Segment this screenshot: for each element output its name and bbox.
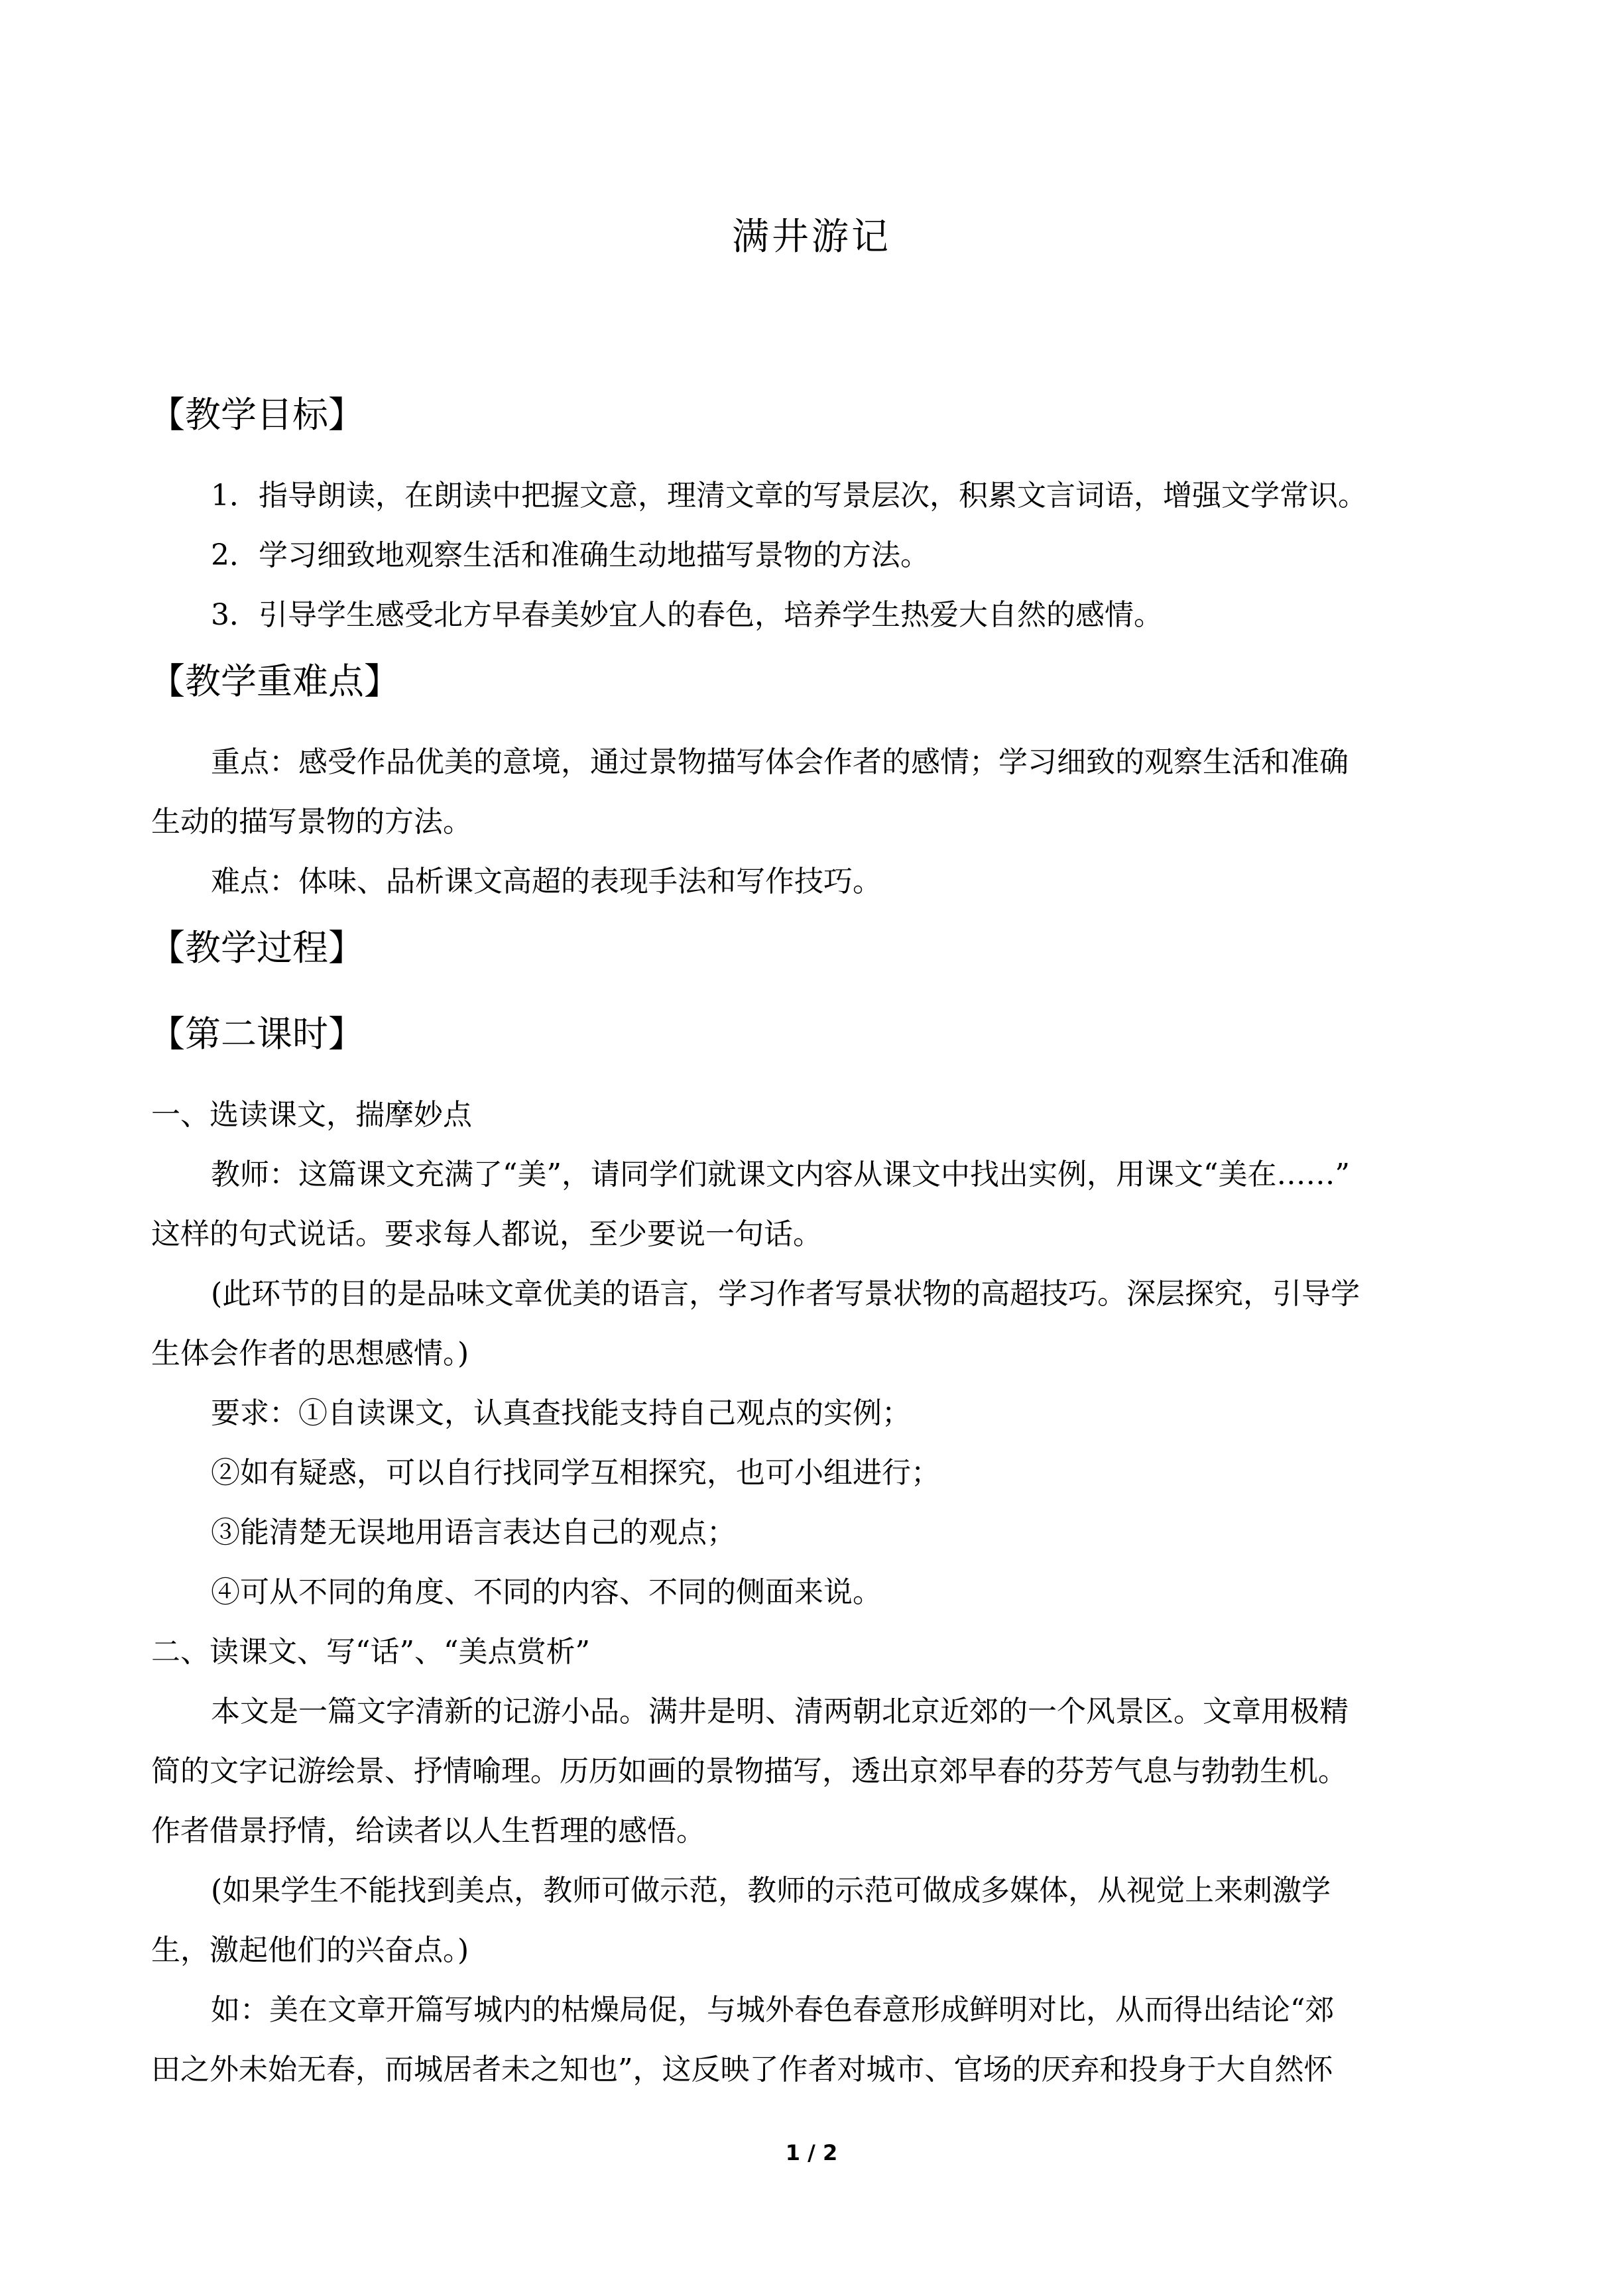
heading-key-points: 【教学重难点】: [149, 660, 400, 702]
key-focus-line-1: 重点：感受作品优美的意境，通过景物描写体会作者的感情；学习细致的观察生活和准确: [211, 745, 1349, 779]
section2-example-line-2: 田之外未始无春，而城居者未之知也”，这反映了作者对城市、官场的厌弃和投身于大自然怀: [151, 2053, 1333, 2086]
section2-heading: 二、读课文、写“话”、“美点赏析”: [151, 1635, 590, 1669]
section1-heading: 一、选读课文，揣摩妙点: [151, 1098, 472, 1132]
section2-para-line-3: 作者借景抒情，给读者以人生哲理的感悟。: [151, 1814, 705, 1848]
heading-second-lesson: 【第二课时】: [149, 1013, 364, 1055]
section1-requirement-4: ④可从不同的角度、不同的内容、不同的侧面来说。: [211, 1575, 882, 1609]
section2-note-line-2: 生，激起他们的兴奋点。): [151, 1933, 469, 1967]
key-focus-line-2: 生动的描写景物的方法。: [151, 805, 472, 839]
page-number: 1 / 2: [785, 2140, 838, 2165]
objective-3: 3．引导学生感受北方早春美妙宜人的春色，培养学生热爱大自然的感情。: [211, 598, 1163, 632]
key-difficulty: 难点：体味、品析课文高超的表现手法和写作技巧。: [211, 865, 882, 898]
section1-note-line-1: (此环节的目的是品味文章优美的语言，学习作者写景状物的高超技巧。深层探究，引导学: [211, 1277, 1360, 1311]
section2-note-line-1: (如果学生不能找到美点，教师可做示范，教师的示范可做成多媒体，从视觉上来刺激学: [211, 1874, 1331, 1907]
section1-teacher-line-1: 教师：这篇课文充满了“美”，请同学们就课文内容从课文中找出实例，用课文“美在……”: [211, 1158, 1350, 1191]
heading-objectives: 【教学目标】: [149, 394, 364, 436]
section1-teacher-line-2: 这样的句式说话。要求每人都说，至少要说一句话。: [151, 1217, 822, 1251]
objective-1: 1．指导朗读，在朗读中把握文意，理清文章的写景层次，积累文言词语，增强文学常识。: [211, 479, 1367, 513]
section1-requirement-3: ③能清楚无误地用语言表达自己的观点；: [211, 1516, 736, 1549]
section1-requirement-1: 要求：①自读课文，认真查找能支持自己观点的实例；: [211, 1396, 911, 1430]
heading-process: 【教学过程】: [149, 927, 364, 969]
section2-example-line-1: 如：美在文章开篇写城内的枯燥局促，与城外春色春意形成鲜明对比，从而得出结论“郊: [211, 1993, 1335, 2027]
section2-para-line-2: 简的文字记游绘景、抒情喻理。历历如画的景物描写，透出京郊早春的芬芳气息与勃勃生机。: [151, 1754, 1347, 1788]
section1-requirement-2: ②如有疑惑，可以自行找同学互相探究，也可小组进行；: [211, 1456, 940, 1490]
document-title: 满井游记: [732, 215, 891, 259]
section1-note-line-2: 生体会作者的思想感情。): [151, 1337, 469, 1370]
objective-2: 2．学习细致地观察生活和准确生动地描写景物的方法。: [211, 538, 930, 572]
section2-para-line-1: 本文是一篇文字清新的记游小品。满井是明、清两朝北京近郊的一个风景区。文章用极精: [211, 1695, 1349, 1728]
